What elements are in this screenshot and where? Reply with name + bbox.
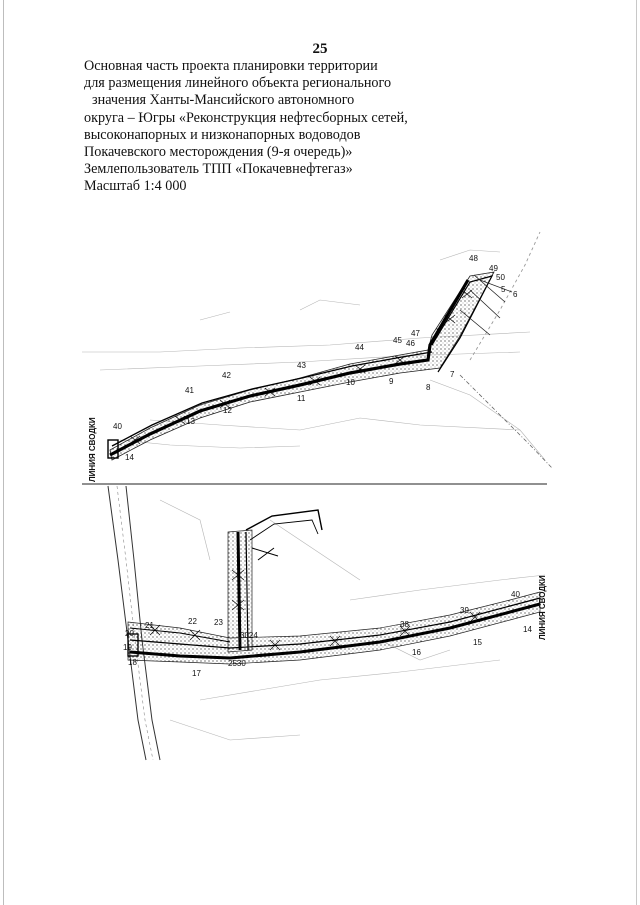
boundary-dashdot	[460, 375, 552, 468]
scale-line: Масштаб 1:4 000	[84, 178, 187, 195]
point-label: 14	[125, 453, 134, 462]
edge-line-label: ЛИНИЯ СВОДКИ	[538, 575, 547, 640]
header-line: высоконапорных и низконапорных водоводов	[84, 126, 361, 143]
point-label: 47	[411, 329, 420, 338]
point-label: 39	[460, 606, 469, 615]
point-label: 23	[214, 618, 223, 627]
point-label: 49	[489, 264, 498, 273]
branch-ties	[252, 548, 278, 560]
header-line: округа – Югры «Реконструкция нефтесборных сетей,	[84, 109, 408, 126]
point-label: 43	[297, 361, 306, 370]
point-label: 12	[223, 406, 232, 415]
point-label: 22	[188, 617, 197, 626]
point-label: 14	[523, 625, 532, 634]
edge-line-label: ЛИНИЯ СВОДКИ	[88, 417, 97, 482]
point-label: 15	[473, 638, 482, 647]
point-label: 40	[511, 590, 520, 599]
header-line: Землепользователь ТПП «Покачевнефтегаз»	[84, 161, 353, 178]
point-label: 9	[389, 377, 394, 386]
point-label: 40	[113, 422, 122, 431]
header-line: значения Ханты-Мансийского автономного	[92, 92, 355, 109]
point-label: 44	[355, 343, 364, 352]
map-fragment-bottom	[108, 486, 547, 760]
header-line: для размещения линейного объекта регионального	[84, 75, 392, 92]
header-line: Покачевского месторождения (9-я очередь)»	[84, 144, 353, 161]
point-label: 50	[496, 273, 505, 282]
point-label: 10	[346, 378, 355, 387]
point-label: 18	[128, 658, 137, 667]
corridor-zone	[128, 592, 540, 664]
point-label: 41	[185, 386, 194, 395]
point-label: 19	[123, 643, 132, 652]
point-label: 42	[222, 371, 231, 380]
page-number: 25	[312, 41, 328, 57]
point-label: 45	[393, 336, 402, 345]
point-label: 6	[513, 290, 518, 299]
point-label: 13	[186, 417, 195, 426]
point-label: 17	[192, 669, 201, 678]
point-label: 8	[426, 383, 431, 392]
point-label: 46	[406, 339, 415, 348]
point-label: 3024	[240, 631, 258, 640]
point-label: 5	[501, 285, 506, 294]
point-label: 20	[125, 629, 134, 638]
point-label: 48	[469, 254, 478, 263]
point-label: 16	[412, 648, 421, 657]
point-labels-top	[113, 254, 518, 462]
header-line: Основная часть проекта планировки территории	[84, 58, 378, 74]
point-label: 38	[400, 620, 409, 629]
point-label: 7	[450, 370, 455, 379]
map-fragment-top	[82, 232, 552, 482]
point-label: 21	[145, 621, 154, 630]
point-label: 11	[297, 394, 306, 403]
point-label: 2530	[228, 659, 246, 668]
